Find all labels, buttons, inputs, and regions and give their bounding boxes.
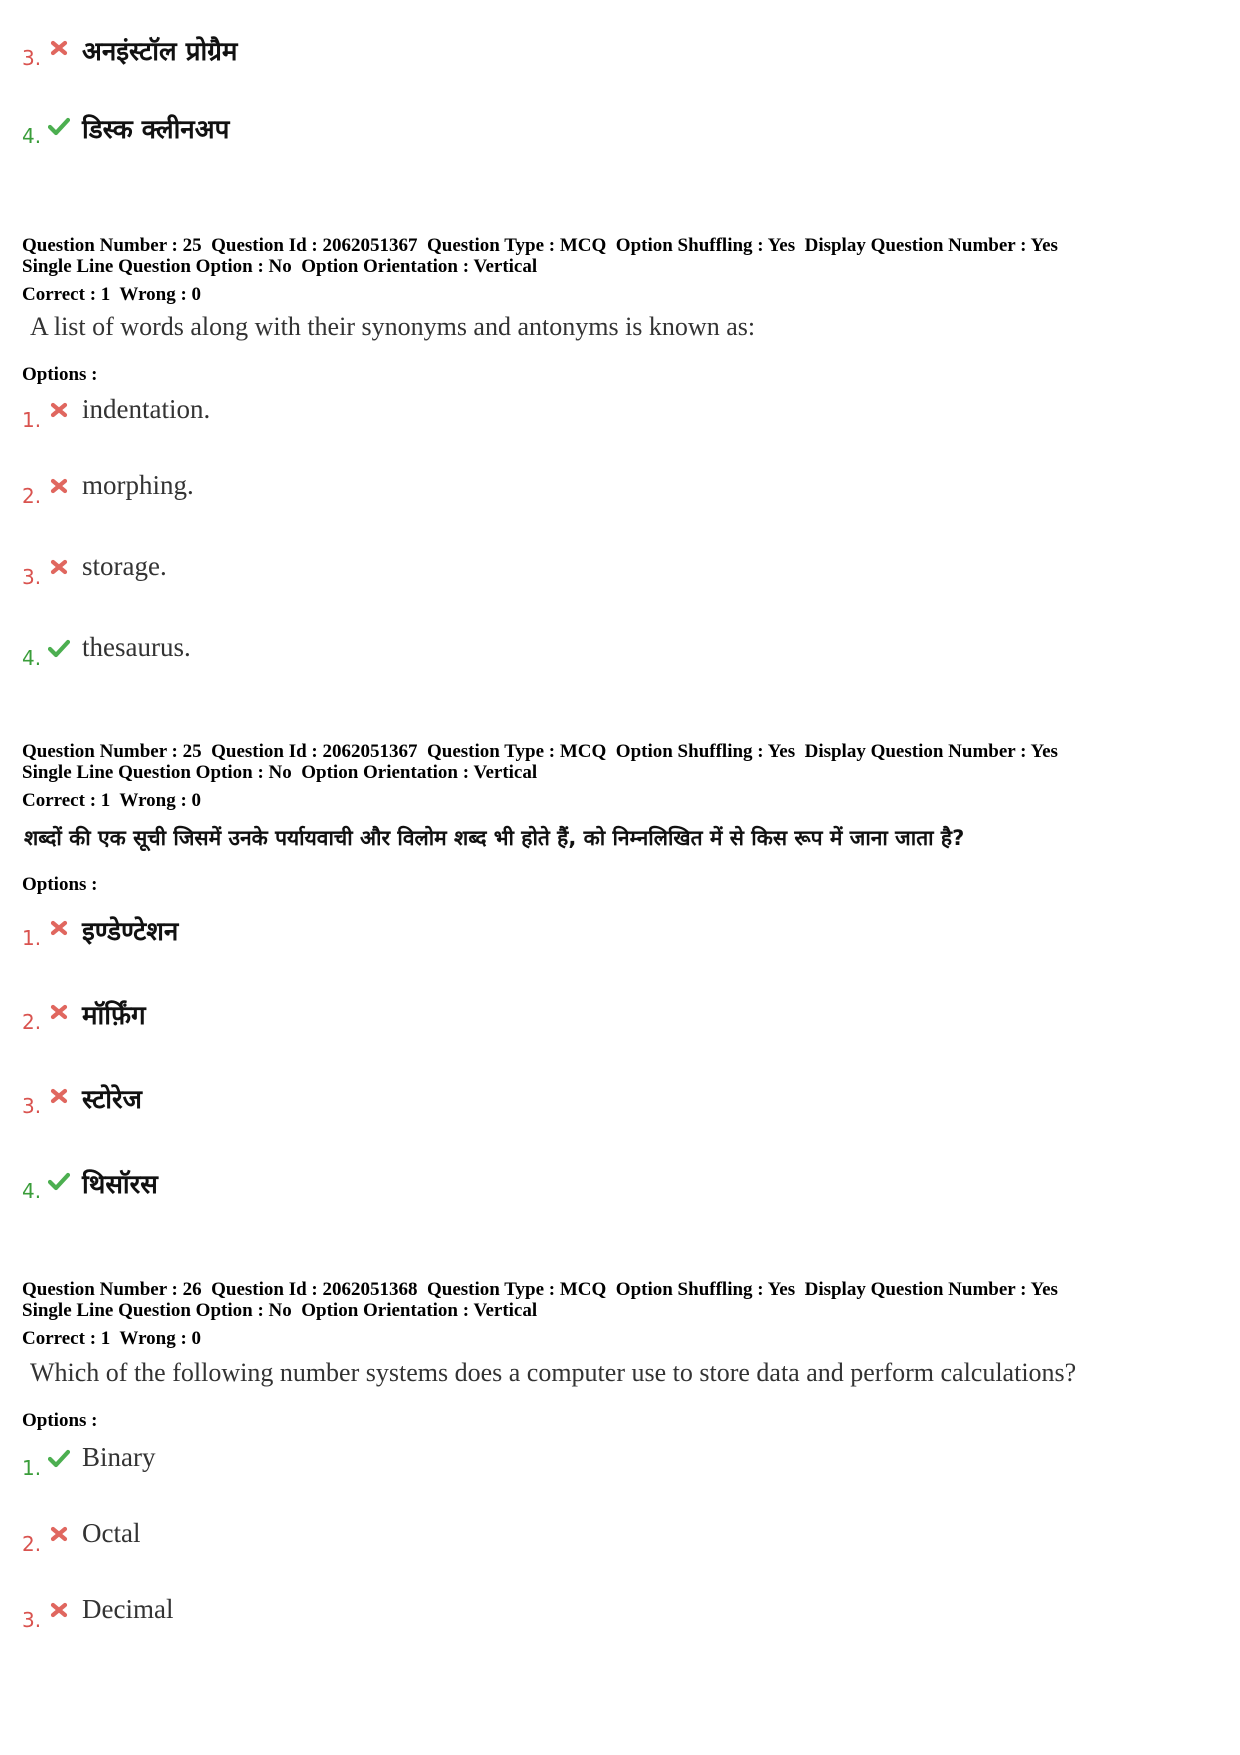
option-row	[22, 996, 1122, 1036]
correct-check-icon	[48, 1446, 70, 1470]
option-text: स्टोरेज	[82, 1085, 142, 1115]
option-number: 2.	[22, 1532, 42, 1556]
option-row	[22, 1165, 1122, 1205]
wrong-cross-icon	[48, 474, 70, 498]
question-marks: Correct : 1 Wrong : 0	[22, 790, 202, 811]
option-row	[22, 1080, 1122, 1120]
option-number: 4.	[22, 124, 42, 148]
options-label: Options :	[22, 364, 98, 385]
wrong-cross-icon	[48, 1000, 70, 1024]
option-number: 2.	[22, 484, 42, 508]
option-number: 1.	[22, 1456, 42, 1480]
option-number: 3.	[22, 46, 42, 70]
options-label: Options :	[22, 874, 98, 895]
question-meta-line1: Question Number : 25 Question Id : 2062051367 Question Type : MCQ Option Shuffling : Yes Display Question Number : Yes	[22, 235, 1058, 256]
option-row	[22, 1594, 1122, 1634]
question-text: A list of words along with their synonyms and antonyms is known as:	[30, 312, 756, 341]
option-text: morphing.	[82, 470, 194, 500]
option-text: Binary	[82, 1442, 156, 1472]
question-text: Which of the following number systems does a computer use to store data and perform calculations?	[30, 1358, 1077, 1387]
option-number: 3.	[22, 1094, 42, 1118]
option-number: 3.	[22, 565, 42, 589]
option-text: इण्डेण्टेशन	[82, 917, 179, 947]
question-marks: Correct : 1 Wrong : 0	[22, 284, 202, 305]
question-text: शब्दों की एक सूची जिसमें उनके पर्यायवाची और विलोम शब्द भी होते हैं, को निम्नलिखित में से किस रूप में जाना जाता है?	[24, 826, 965, 850]
option-row	[22, 110, 1122, 150]
correct-check-icon	[48, 636, 70, 660]
question-meta-line2: Single Line Question Option : No Option Orientation : Vertical	[22, 256, 538, 277]
question-meta-line1: Question Number : 26 Question Id : 2062051368 Question Type : MCQ Option Shuffling : Yes Display Question Number : Yes	[22, 1279, 1058, 1300]
correct-check-icon	[48, 114, 70, 138]
option-number: 1.	[22, 926, 42, 950]
option-number: 3.	[22, 1608, 42, 1632]
option-text: Decimal	[82, 1594, 174, 1624]
option-row	[22, 470, 1122, 510]
option-text: थिसॉरस	[82, 1170, 158, 1200]
option-text: मॉर्फ़िंग	[82, 1001, 146, 1031]
option-number: 1.	[22, 408, 42, 432]
option-row	[22, 912, 1122, 952]
option-text: indentation.	[82, 394, 211, 424]
wrong-cross-icon	[48, 1598, 70, 1622]
wrong-cross-icon	[48, 398, 70, 422]
question-marks: Correct : 1 Wrong : 0	[22, 1328, 202, 1349]
wrong-cross-icon	[48, 916, 70, 940]
option-text: अनइंस्टॉल प्रोग्रैम	[82, 37, 238, 67]
option-text: डिस्क क्लीनअप	[82, 115, 230, 145]
wrong-cross-icon	[48, 1084, 70, 1108]
option-number: 2.	[22, 1010, 42, 1034]
option-row	[22, 551, 1122, 591]
option-row	[22, 1442, 1122, 1482]
option-row	[22, 632, 1122, 672]
question-meta-line2: Single Line Question Option : No Option Orientation : Vertical	[22, 1300, 538, 1321]
option-row	[22, 32, 1122, 72]
option-text: thesaurus.	[82, 632, 191, 662]
correct-check-icon	[48, 1169, 70, 1193]
question-meta-line2: Single Line Question Option : No Option Orientation : Vertical	[22, 762, 538, 783]
option-text: Octal	[82, 1518, 141, 1548]
wrong-cross-icon	[48, 1522, 70, 1546]
options-label: Options :	[22, 1410, 98, 1431]
option-number: 4.	[22, 646, 42, 670]
option-text: storage.	[82, 551, 167, 581]
question-meta-line1: Question Number : 25 Question Id : 2062051367 Question Type : MCQ Option Shuffling : Yes Display Question Number : Yes	[22, 741, 1058, 762]
option-row	[22, 394, 1122, 434]
wrong-cross-icon	[48, 555, 70, 579]
option-number: 4.	[22, 1179, 42, 1203]
wrong-cross-icon	[48, 36, 70, 60]
option-row	[22, 1518, 1122, 1558]
